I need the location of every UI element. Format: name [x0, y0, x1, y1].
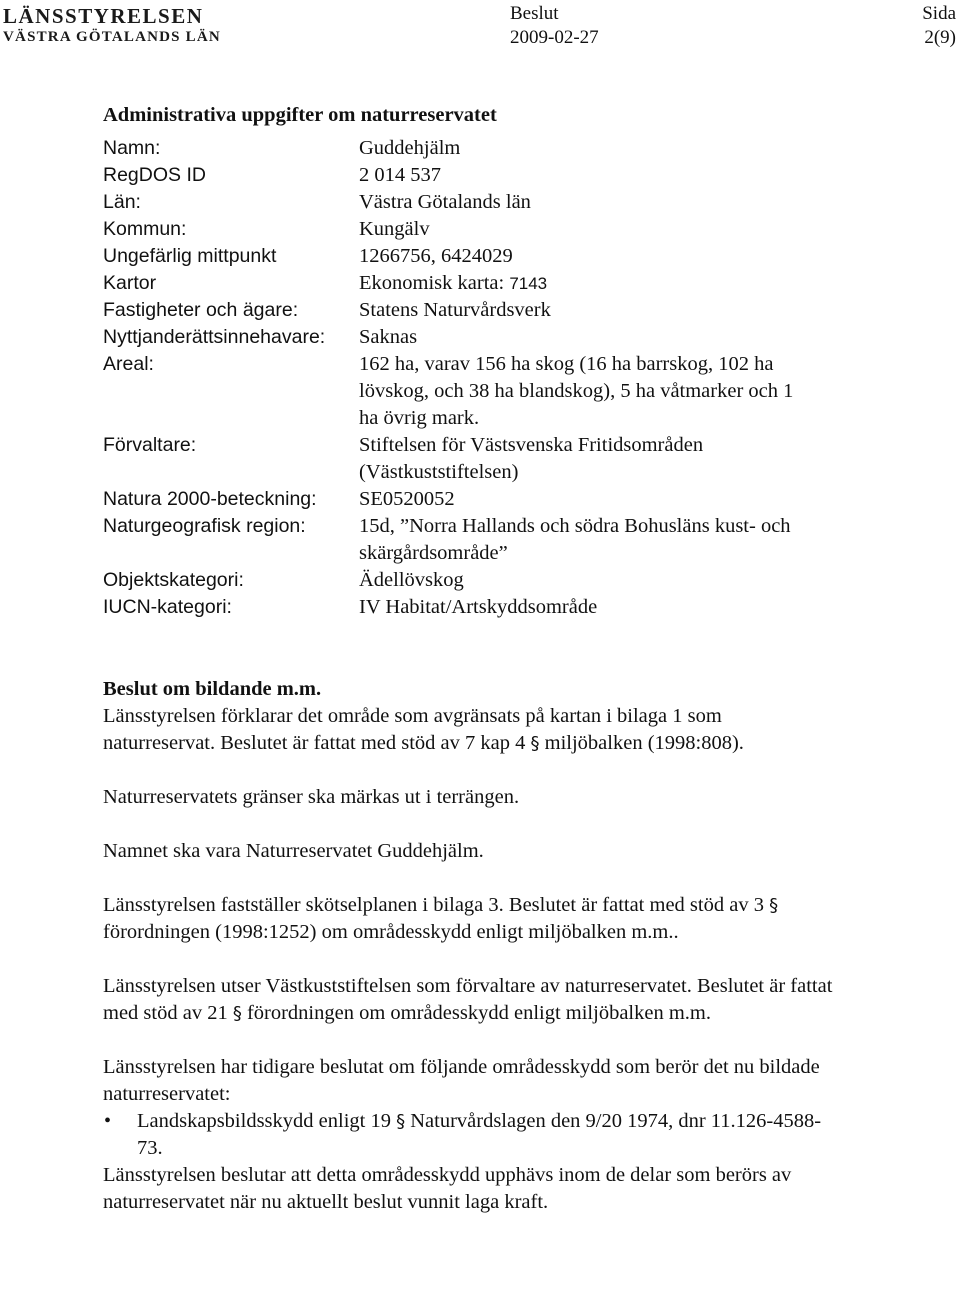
- admin-heading: Administrativa uppgifter om naturreservatet: [103, 104, 497, 126]
- decision-paragraph: [103, 892, 833, 946]
- text-fragment: Landskapsbildsskydd enligt 19: [137, 1110, 391, 1132]
- row-label: Areal:: [103, 353, 154, 375]
- text-fragment: Länsstyrelsen utser Västkuststiftelsen som förvaltare av naturreservatet. Beslutet är fattat med stöd av 21: [103, 975, 833, 1024]
- decision-paragraph: Namnet ska vara Naturreservatet Guddehjälm.: [103, 840, 484, 862]
- header-page-info: [922, 2, 956, 50]
- decision-paragraph: [103, 973, 833, 1027]
- page-label: Sida: [922, 3, 956, 24]
- decision-heading: Beslut om bildande m.m.: [103, 678, 322, 700]
- text-fragment: Naturvårdslagen den 9/20 1974, dnr 11.126-4588-73.: [137, 1110, 822, 1159]
- row-label: RegDOS ID: [103, 164, 206, 186]
- text-fragment: förordningen om områdesskydd enligt miljöbalken m.m.: [246, 1002, 711, 1024]
- row-value: [359, 270, 809, 297]
- decision-paragraph: [103, 703, 833, 757]
- bullet-list: [103, 1108, 833, 1162]
- admin-section: [103, 102, 833, 621]
- row-label: Nyttjanderättsinnehavare:: [103, 326, 326, 348]
- map-type: Ekonomisk karta:: [359, 272, 505, 294]
- table-row: [103, 297, 809, 324]
- row-label: Ungefärlig mittpunkt: [103, 245, 277, 267]
- row-label: Namn:: [103, 137, 161, 159]
- row-label: Naturgeografisk region:: [103, 515, 306, 537]
- row-label: Objektskategori:: [103, 569, 244, 591]
- doc-type: Beslut: [510, 3, 559, 24]
- doc-date: 2009-02-27: [510, 27, 599, 48]
- row-value: IV Habitat/Artskyddsområde: [359, 596, 598, 618]
- table-row: [103, 216, 809, 243]
- table-row: [103, 594, 809, 621]
- org-logo-line1: LÄNSSTYRELSEN: [3, 4, 204, 28]
- text-fragment: Länsstyrelsen förklarar det område som avgränsats på kartan i bilaga 1 som naturreservat. Beslutet är fattat med stöd av 7 kap 4: [103, 705, 722, 754]
- row-value: Guddehjälm: [359, 137, 461, 159]
- table-row: [103, 567, 809, 594]
- header-doc-info: [510, 2, 599, 50]
- decision-paragraph: Länsstyrelsen har tidigare beslutat om följande områdesskydd som berör det nu bildade naturreservatet:: [103, 1056, 820, 1105]
- table-row: [103, 486, 809, 513]
- table-row: [103, 162, 809, 189]
- row-value: Stiftelsen för Västsvenska Fritidsområden (Västkuststiftelsen): [359, 434, 704, 483]
- org-logo: [3, 4, 221, 46]
- text-fragment: förordningen (1998:1252) om områdesskydd enligt miljöbalken m.m..: [103, 921, 679, 943]
- org-logo-line2: VÄSTRA GÖTALANDS LÄN: [3, 29, 221, 45]
- row-label: Förvaltare:: [103, 434, 197, 456]
- row-value: SE0520052: [359, 488, 455, 510]
- decision-section: [103, 676, 833, 1216]
- row-label: Natura 2000-beteckning:: [103, 488, 317, 510]
- row-value: Statens Naturvårdsverk: [359, 299, 551, 321]
- row-value: 15d, ”Norra Hallands och södra Bohusläns kust- och skärgårdsområde”: [359, 515, 791, 564]
- map-number: 7143: [509, 274, 548, 293]
- row-value: Saknas: [359, 326, 418, 348]
- page-number: 2(9): [924, 27, 956, 48]
- table-row: [103, 351, 809, 432]
- section-symbol: §: [396, 1111, 406, 1132]
- row-value: 2 014 537: [359, 164, 441, 186]
- row-label: Fastigheter och ägare:: [103, 299, 299, 321]
- row-label: IUCN-kategori:: [103, 596, 232, 618]
- table-row: [103, 243, 809, 270]
- table-row: [103, 189, 809, 216]
- row-value: 1266756, 6424029: [359, 245, 513, 267]
- table-row: [103, 135, 809, 162]
- text-fragment: Länsstyrelsen fastställer skötselplanen i bilaga 3. Beslutet är fattat med stöd av 3: [103, 894, 764, 916]
- section-symbol: §: [769, 895, 779, 916]
- list-item: [137, 1108, 833, 1162]
- row-label: Kartor: [103, 272, 157, 294]
- row-value: Västra Götalands län: [359, 191, 531, 213]
- row-value: Kungälv: [359, 218, 430, 240]
- row-label: Kommun:: [103, 218, 187, 240]
- decision-paragraph: Länsstyrelsen beslutar att detta områdesskydd upphävs inom de delar som berörs av naturreservatet när nu aktuellt beslut vunnit laga kraft.: [103, 1164, 792, 1213]
- row-value: 162 ha, varav 156 ha skog (16 ha barrskog, 102 ha lövskog, och 38 ha blandskog), 5 ha våtmarker och 1 ha övrig mark.: [359, 353, 794, 429]
- table-row: [103, 324, 809, 351]
- row-label: Län:: [103, 191, 141, 213]
- table-row: [103, 513, 809, 567]
- row-value: Ädellövskog: [359, 569, 464, 591]
- section-symbol: §: [232, 1003, 242, 1024]
- decision-paragraph: Naturreservatets gränser ska märkas ut i terrängen.: [103, 786, 520, 808]
- table-row: [103, 432, 809, 486]
- section-symbol: §: [530, 733, 540, 754]
- table-row: [103, 270, 809, 297]
- text-fragment: miljöbalken (1998:808).: [544, 732, 744, 754]
- admin-table: [103, 135, 809, 621]
